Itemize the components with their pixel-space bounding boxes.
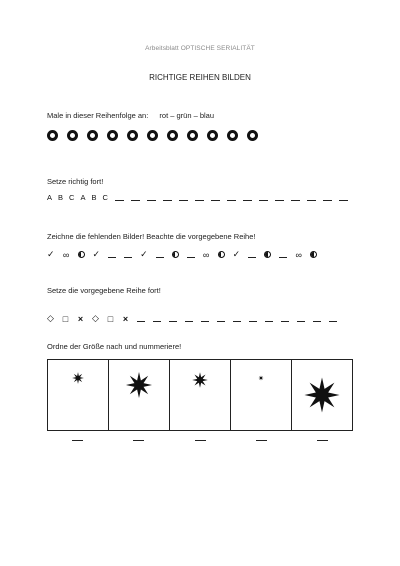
number-blank[interactable] — [169, 440, 230, 441]
letter: C — [69, 193, 75, 202]
answer-blank[interactable] — [131, 199, 140, 201]
answer-blank[interactable] — [163, 199, 172, 201]
number-blank-line — [72, 440, 83, 441]
worksheet-subtitle: Arbeitsblatt OPTISCHE SERIALITÄT — [145, 45, 255, 52]
circle-outline-icon[interactable] — [87, 130, 98, 141]
circle-outline-icon[interactable] — [247, 130, 258, 141]
number-blank-line — [317, 440, 328, 441]
letter: A — [80, 193, 86, 202]
cross-icon: × — [122, 314, 129, 324]
letter: B — [91, 193, 97, 202]
worksheet-title: RICHTIGE REIHEN BILDEN — [149, 73, 251, 82]
star-cell — [231, 360, 292, 430]
circle-outline-icon[interactable] — [187, 130, 198, 141]
answer-blank[interactable] — [233, 320, 241, 322]
answer-blank[interactable] — [179, 199, 188, 201]
half-circle-shape — [172, 251, 179, 258]
answer-blank[interactable] — [137, 320, 145, 322]
circle-outline-icon[interactable] — [167, 130, 178, 141]
answer-blank[interactable] — [185, 320, 193, 322]
answer-blank[interactable] — [147, 199, 156, 201]
half-circle-icon — [264, 250, 271, 260]
star-cell — [170, 360, 231, 430]
half-circle-icon — [218, 250, 225, 260]
answer-blank[interactable] — [279, 256, 287, 258]
circles-row — [47, 130, 258, 141]
answer-blank[interactable] — [156, 256, 164, 258]
circle-outline-icon[interactable] — [67, 130, 78, 141]
answer-blank[interactable] — [211, 199, 220, 201]
star-cell — [48, 360, 109, 430]
number-blank-line — [256, 440, 267, 441]
task3-instruction: Zeichne die fehlenden Bilder! Beachte die vorgegebene Reihe! — [47, 232, 256, 241]
answer-blank[interactable] — [275, 199, 284, 201]
number-blanks-row — [47, 440, 353, 441]
star-icon — [125, 371, 153, 399]
cross-icon: × — [77, 314, 84, 324]
answer-blank[interactable] — [281, 320, 289, 322]
check-icon: ✓ — [92, 249, 101, 259]
answer-blank[interactable] — [217, 320, 225, 322]
circle-outline-icon[interactable] — [47, 130, 58, 141]
answer-blank[interactable] — [227, 199, 236, 201]
letter: B — [58, 193, 64, 202]
circle-outline-icon[interactable] — [147, 130, 158, 141]
circle-outline-icon[interactable] — [107, 130, 118, 141]
infinity-icon: ∞ — [62, 250, 70, 260]
letter: C — [102, 193, 108, 202]
number-blank[interactable] — [108, 440, 169, 441]
answer-blank[interactable] — [323, 199, 332, 201]
star-icon — [191, 371, 209, 389]
shapes-row — [47, 313, 337, 324]
half-circle-icon — [310, 250, 317, 260]
number-blank-line — [133, 440, 144, 441]
answer-blank[interactable] — [153, 320, 161, 322]
answer-blank[interactable] — [265, 320, 273, 322]
half-circle-shape — [264, 251, 271, 258]
star-icon — [303, 376, 341, 414]
answer-blank[interactable] — [248, 256, 256, 258]
task1-instruction-text: Male in dieser Reihenfolge an: — [47, 111, 149, 120]
answer-blank[interactable] — [195, 199, 204, 201]
number-blank[interactable] — [47, 440, 108, 441]
half-circle-shape — [218, 251, 225, 258]
star-table — [47, 359, 353, 431]
answer-blank[interactable] — [307, 199, 316, 201]
check-icon: ✓ — [140, 249, 148, 259]
diamond-icon: ◇ — [92, 313, 99, 323]
half-circle-shape — [310, 251, 317, 258]
answer-blank[interactable] — [329, 320, 337, 322]
answer-blank[interactable] — [297, 320, 305, 322]
answer-blank[interactable] — [249, 320, 257, 322]
task2-instruction: Setze richtig fort! — [47, 177, 104, 186]
half-circle-shape — [78, 251, 85, 258]
task1-instruction — [47, 111, 214, 120]
answer-blank[interactable] — [259, 199, 268, 201]
answer-blank[interactable] — [201, 320, 209, 322]
answer-blank[interactable] — [115, 199, 124, 201]
answer-blank[interactable] — [169, 320, 177, 322]
number-blank[interactable] — [231, 440, 292, 441]
number-blank-line — [195, 440, 206, 441]
answer-blank[interactable] — [313, 320, 321, 322]
infinity-icon: ∞ — [202, 250, 210, 260]
check-icon: ✓ — [47, 249, 55, 259]
answer-blank[interactable] — [108, 256, 116, 258]
letter: A — [47, 193, 53, 202]
check-icon: ✓ — [232, 249, 241, 259]
answer-blank[interactable] — [291, 199, 300, 201]
answer-blank[interactable] — [124, 256, 132, 258]
number-blank[interactable] — [292, 440, 353, 441]
circle-outline-icon[interactable] — [207, 130, 218, 141]
square-icon: □ — [62, 314, 69, 324]
half-circle-icon — [78, 250, 85, 260]
half-circle-icon — [172, 250, 179, 260]
star-icon — [71, 371, 85, 385]
answer-blank[interactable] — [339, 199, 348, 201]
answer-blank[interactable] — [187, 256, 195, 258]
color-sequence: rot – grün – blau — [159, 111, 215, 120]
symbols-row — [47, 249, 317, 260]
star-cell — [109, 360, 170, 430]
answer-blank[interactable] — [243, 199, 252, 201]
star-icon — [257, 374, 265, 382]
circle-outline-icon[interactable] — [127, 130, 138, 141]
task4-instruction: Setze die vorgegebene Reihe fort! — [47, 286, 161, 295]
square-icon: □ — [107, 314, 114, 324]
infinity-icon: ∞ — [295, 250, 302, 260]
letters-row — [47, 193, 348, 202]
circle-outline-icon[interactable] — [227, 130, 238, 141]
star-cell — [292, 360, 352, 430]
task5-instruction: Ordne der Größe nach und nummeriere! — [47, 342, 182, 351]
diamond-icon: ◇ — [47, 313, 54, 323]
